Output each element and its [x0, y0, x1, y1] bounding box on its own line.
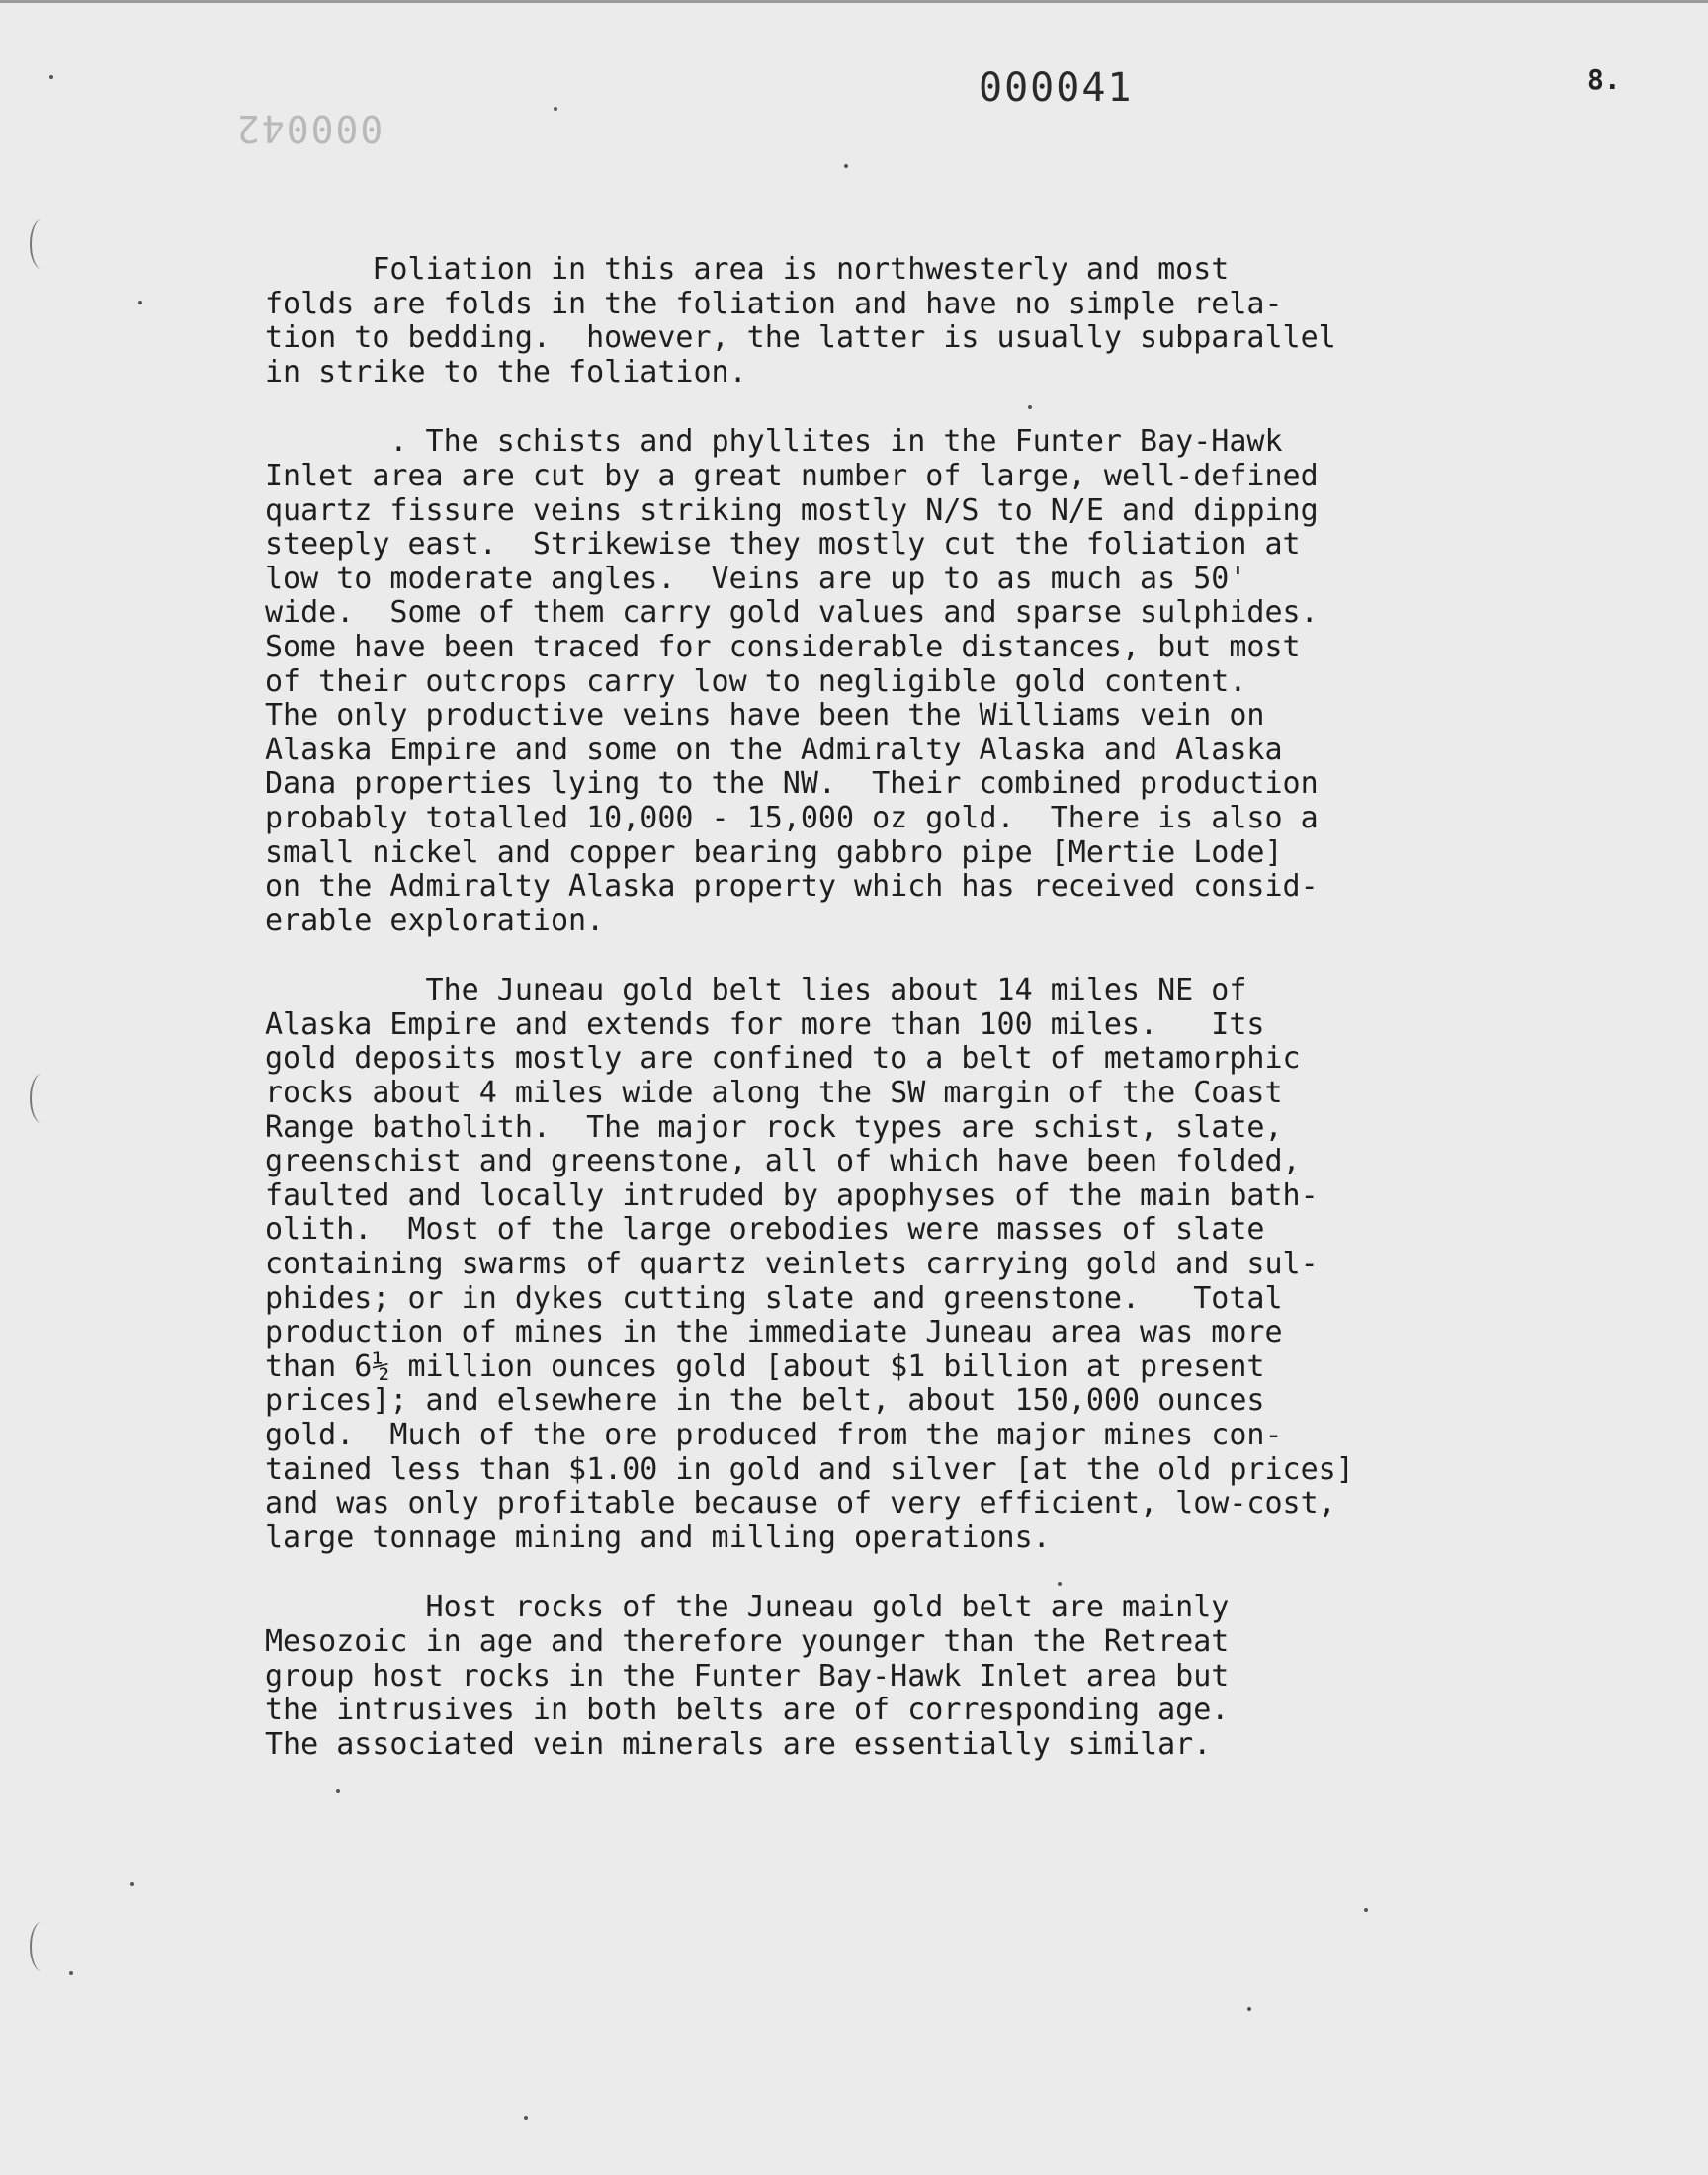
scan-speck: [49, 75, 53, 79]
text-line: faulted and locally intruded by apophyses of the main bath-: [265, 1177, 1319, 1213]
text-line: group host rocks in the Funter Bay-Hawk Inlet area but: [265, 1658, 1230, 1694]
scan-speck: [554, 107, 557, 111]
text-line: probably totalled 10,000 - 15,000 oz gold. There is also a: [265, 800, 1319, 835]
scan-speck: [69, 1971, 73, 1975]
text-line: wide. Some of them carry gold values and sparse sulphides.: [265, 595, 1319, 631]
text-line: steeply east. Strikewise they mostly cut the foliation at: [265, 527, 1301, 563]
text-line: the intrusives in both belts are of corresponding age.: [265, 1693, 1230, 1728]
scan-speck: [130, 1882, 134, 1886]
text-line: quartz fissure veins striking mostly N/S to N/E and dipping: [265, 492, 1319, 528]
text-line: folds are folds in the foliation and have no simple rela-: [265, 286, 1283, 321]
text-line: low to moderate angles. Veins are up to as much as 50': [265, 561, 1247, 596]
text-line: Inlet area are cut by a great number of large, well-defined: [265, 458, 1319, 493]
text-line: phides; or in dykes cutting slate and greenstone. Total: [265, 1280, 1283, 1316]
text-line: containing swarms of quartz veinlets carrying gold and sul-: [265, 1247, 1319, 1282]
text-line: Alaska Empire and some on the Admiralty Alaska and Alaska: [265, 732, 1283, 767]
paragraph-3: [265, 974, 1550, 1555]
faint-stamped-number: 000042: [235, 107, 384, 150]
scan-top-edge: [0, 0, 1708, 3]
body-text: [265, 253, 1550, 1797]
text-line: Dana properties lying to the NW. Their combined production: [265, 766, 1319, 802]
text-line: on the Admiralty Alaska property which has received consid-: [265, 869, 1319, 905]
paragraph-2: [265, 425, 1550, 938]
text-line: than 6½ million ounces gold [about $1 billion at present: [265, 1348, 1265, 1384]
text-line: The Juneau gold belt lies about 14 miles NE of: [265, 973, 1247, 1008]
text-line: erable exploration.: [265, 903, 605, 938]
document-control-number: 000041: [979, 65, 1134, 111]
page-number: 8.: [1587, 63, 1621, 96]
text-line: large tonnage mining and milling operations.: [265, 1520, 1051, 1555]
scan-speck: [844, 164, 848, 168]
text-line: production of mines in the immediate Juneau area was more: [265, 1315, 1283, 1350]
binder-mark-top: [30, 219, 53, 269]
text-line: greenschist and greenstone, all of which have been folded,: [265, 1144, 1301, 1179]
text-line: Alaska Empire and extends for more than 100 miles. Its: [265, 1006, 1265, 1042]
binder-mark-bottom: [30, 1922, 53, 1971]
text-line: and was only profitable because of very efficient, low-cost,: [265, 1486, 1336, 1522]
text-line: rocks about 4 miles wide along the SW margin of the Coast: [265, 1076, 1283, 1111]
paragraph-4: [265, 1591, 1550, 1762]
text-line: Host rocks of the Juneau gold belt are mainly: [265, 1590, 1230, 1625]
binder-mark-middle: [30, 1074, 53, 1123]
scan-speck: [524, 2116, 528, 2120]
text-line: prices]; and elsewhere in the belt, about 150,000 ounces: [265, 1383, 1265, 1419]
text-line: . The schists and phyllites in the Funter Bay-Hawk: [265, 424, 1283, 460]
scan-speck: [138, 301, 142, 304]
text-line: Foliation in this area is northwesterly and most: [265, 252, 1230, 287]
text-line: tion to bedding. however, the latter is usually subparallel: [265, 320, 1336, 356]
scan-speck: [1364, 1908, 1368, 1912]
scan-speck: [1247, 2007, 1251, 2011]
text-line: tained less than $1.00 in gold and silver [at the old prices]: [265, 1451, 1354, 1487]
text-line: olith. Most of the large orebodies were masses of slate: [265, 1212, 1265, 1248]
text-line: gold deposits mostly are confined to a belt of metamorphic: [265, 1041, 1301, 1077]
paragraph-1: [265, 253, 1550, 390]
text-line: gold. Much of the ore produced from the major mines con-: [265, 1418, 1283, 1452]
text-line: small nickel and copper bearing gabbro pipe [Mertie Lode]: [265, 834, 1283, 870]
text-line: of their outcrops carry low to negligible gold content.: [265, 663, 1247, 699]
text-line: Mesozoic in age and therefore younger than the Retreat: [265, 1623, 1230, 1659]
text-line: The only productive veins have been the Williams vein on: [265, 698, 1265, 734]
text-line: The associated vein minerals are essentially similar.: [265, 1726, 1212, 1762]
text-line: in strike to the foliation.: [265, 354, 747, 390]
text-line: Some have been traced for considerable distances, but most: [265, 629, 1301, 664]
text-line: Range batholith. The major rock types are schist, slate,: [265, 1109, 1283, 1145]
